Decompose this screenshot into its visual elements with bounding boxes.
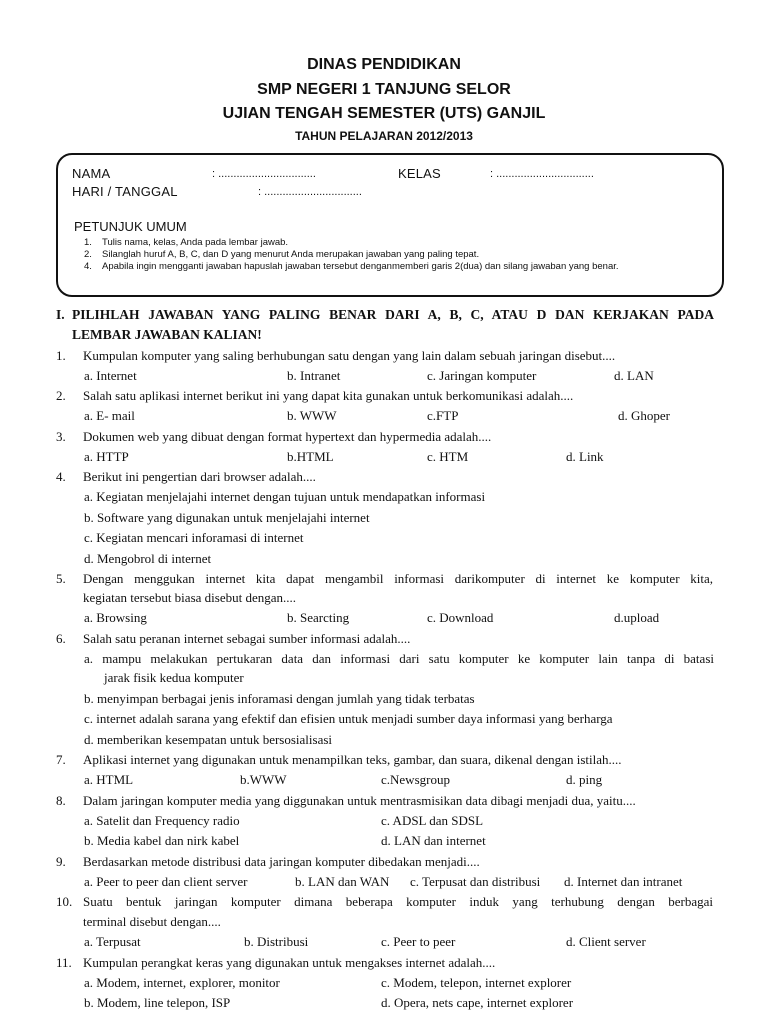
- option-c[interactable]: c.Newsgroup: [381, 772, 450, 787]
- question-number: 11.: [56, 955, 72, 970]
- option-b[interactable]: b. Intranet: [287, 368, 341, 383]
- nama-label: NAMA: [72, 166, 111, 181]
- option-c[interactable]: c. Download: [427, 610, 494, 625]
- option-c[interactable]: c. Peer to peer: [381, 934, 456, 949]
- question-number: 4.: [56, 469, 66, 484]
- option-d[interactable]: d. Client server: [566, 934, 646, 949]
- option-d[interactable]: d.upload: [614, 610, 660, 625]
- option-a[interactable]: a. HTML: [84, 772, 134, 787]
- question-text-continued: terminal disebut dengan....: [83, 914, 221, 929]
- kelas-label: KELAS: [398, 166, 441, 181]
- question-number: 5.: [56, 571, 66, 586]
- option-c[interactable]: c. internet adalah sarana yang efektif dan efisien untuk menjadi sumber daya informasi yang berharga: [84, 711, 613, 726]
- option-a[interactable]: a. E- mail: [84, 408, 135, 423]
- option-c[interactable]: c. Terpusat dan distribusi: [410, 874, 541, 889]
- option-c[interactable]: c. ADSL dan SDSL: [381, 813, 484, 828]
- instructions-title: PETUNJUK UMUM: [74, 219, 187, 234]
- section-number: I.: [56, 307, 65, 322]
- option-b[interactable]: b. WWW: [287, 408, 337, 423]
- option-c[interactable]: c. Jaringan komputer: [427, 368, 537, 383]
- option-b[interactable]: b.HTML: [287, 449, 334, 464]
- option-d[interactable]: d. Link: [566, 449, 604, 464]
- option-a[interactable]: a. Kegiatan menjelajahi internet dengan tujuan untuk mendapatkan informasi: [84, 489, 486, 504]
- question-text: Suatu bentuk jaringan komputer dimana beberapa komputer induk yang terhubung dengan berbagai: [83, 894, 713, 909]
- option-d[interactable]: d. Internet dan intranet: [564, 874, 683, 889]
- option-c[interactable]: c. HTM: [427, 449, 469, 464]
- option-b[interactable]: b. Searcting: [287, 610, 350, 625]
- option-a[interactable]: a. Terpusat: [84, 934, 141, 949]
- option-d[interactable]: d. Mengobrol di internet: [84, 551, 212, 566]
- identity-box: [56, 153, 724, 297]
- question-text-continued: kegiatan tersebut biasa disebut dengan....: [83, 590, 296, 605]
- question-number: 8.: [56, 793, 66, 808]
- option-b[interactable]: b. LAN dan WAN: [295, 874, 390, 889]
- question-text: Salah satu aplikasi internet berikut ini yang dapat kita gunakan untuk berkomunikasi adalah....: [83, 388, 574, 403]
- instruction-item: 4. Apabila ingin mengganti jawaban hapuslah jawaban tersebut denganmemberi garis 2(dua) dan silang jawaban yang benar.: [84, 261, 619, 272]
- option-a[interactable]: a. Internet: [84, 368, 137, 383]
- question-text: Dalam jaringan komputer media yang diggunakan untuk mentrasmisikan data dibagi menjadi dua, yaitu....: [83, 793, 636, 808]
- option-d[interactable]: d. LAN: [614, 368, 654, 383]
- hari-tanggal-label: HARI / TANGGAL: [72, 184, 178, 199]
- option-a-continued: jarak fisik kedua komputer: [104, 670, 244, 685]
- option-c[interactable]: c. Modem, telepon, internet explorer: [381, 975, 572, 990]
- option-b[interactable]: b. Modem, line telepon, ISP: [84, 995, 231, 1010]
- option-a[interactable]: a. mampu melakukan pertukaran data dan informasi dari satu komputer ke komputer lain tanpa di batasi: [84, 651, 714, 666]
- question-text: Dokumen web yang dibuat dengan format hypertext dan hypermedia adalah....: [83, 429, 492, 444]
- option-a[interactable]: a. Modem, internet, explorer, monitor: [84, 975, 280, 990]
- section-instruction-line2: LEMBAR JAWABAN KALIAN!: [72, 327, 262, 342]
- question-text: Aplikasi internet yang digunakan untuk menampilkan teks, gambar, dan suara, dikenal dengan istilah....: [83, 752, 622, 767]
- option-d[interactable]: d. memberikan kesempatan untuk bersosialisasi: [84, 732, 333, 747]
- question-number: 9.: [56, 854, 66, 869]
- question-number: 1.: [56, 348, 66, 363]
- header-agency: DINAS PENDIDIKAN: [307, 56, 461, 73]
- option-a[interactable]: a. HTTP: [84, 449, 129, 464]
- instruction-item: 2. Silanglah huruf A, B, C, dan D yang menurut Anda merupakan jawaban yang paling tepat.: [84, 249, 480, 260]
- nama-field[interactable]: : ................................: [212, 168, 316, 180]
- question-number: 2.: [56, 388, 66, 403]
- header-school-year: TAHUN PELAJARAN 2012/2013: [295, 129, 473, 143]
- instruction-item: 1. Tulis nama, kelas, Anda pada lembar jawab.: [84, 237, 289, 248]
- option-b[interactable]: b. Media kabel dan nirk kabel: [84, 833, 240, 848]
- hari-tanggal-field[interactable]: : ................................: [258, 186, 362, 198]
- question-text: Kumpulan perangkat keras yang digunakan untuk mengakses internet adalah....: [83, 955, 496, 970]
- option-b[interactable]: b.WWW: [240, 772, 287, 787]
- section-instruction-line1: PILIHLAH JAWABAN YANG PALING BENAR DARI A, B, C, ATAU D DAN KERJAKAN PADA: [72, 307, 714, 322]
- option-d[interactable]: d. ping: [566, 772, 603, 787]
- option-b[interactable]: b. Software yang digunakan untuk menjelajahi internet: [84, 510, 370, 525]
- kelas-field[interactable]: : ................................: [490, 168, 594, 180]
- option-c[interactable]: c.FTP: [427, 408, 459, 423]
- question-number: 10.: [56, 894, 73, 909]
- question-text: Salah satu peranan internet sebagai sumber informasi adalah....: [83, 631, 411, 646]
- option-d[interactable]: d. Opera, nets cape, internet explorer: [381, 995, 574, 1010]
- option-a[interactable]: a. Satelit dan Frequency radio: [84, 813, 240, 828]
- header-exam-title: UJIAN TENGAH SEMESTER (UTS) GANJIL: [222, 105, 546, 122]
- option-c[interactable]: c. Kegiatan mencari inforamasi di internet: [84, 530, 304, 545]
- option-b[interactable]: b. Distribusi: [244, 934, 309, 949]
- header-school: SMP NEGERI 1 TANJUNG SELOR: [257, 81, 511, 98]
- question-text: Dengan menggukan internet kita dapat mengambil informasi darikomputer di internet ke komputer kita,: [83, 571, 713, 586]
- question-text: Kumpulan komputer yang saling berhubungan satu dengan yang lain dalam sebuah jaringan disebut....: [83, 348, 616, 363]
- option-d[interactable]: d. Ghoper: [618, 408, 670, 423]
- option-a[interactable]: a. Browsing: [84, 610, 147, 625]
- question-number: 3.: [56, 429, 66, 444]
- question-number: 6.: [56, 631, 66, 646]
- question-number: 7.: [56, 752, 66, 767]
- option-a[interactable]: a. Peer to peer dan client server: [84, 874, 248, 889]
- question-text: Berikut ini pengertian dari browser adalah....: [83, 469, 316, 484]
- option-d[interactable]: d. LAN dan internet: [381, 833, 486, 848]
- option-b[interactable]: b. menyimpan berbagai jenis inforamasi dengan jumlah yang tidak terbatas: [84, 691, 475, 706]
- question-text: Berdasarkan metode distribusi data jaringan komputer dibedakan menjadi....: [83, 854, 480, 869]
